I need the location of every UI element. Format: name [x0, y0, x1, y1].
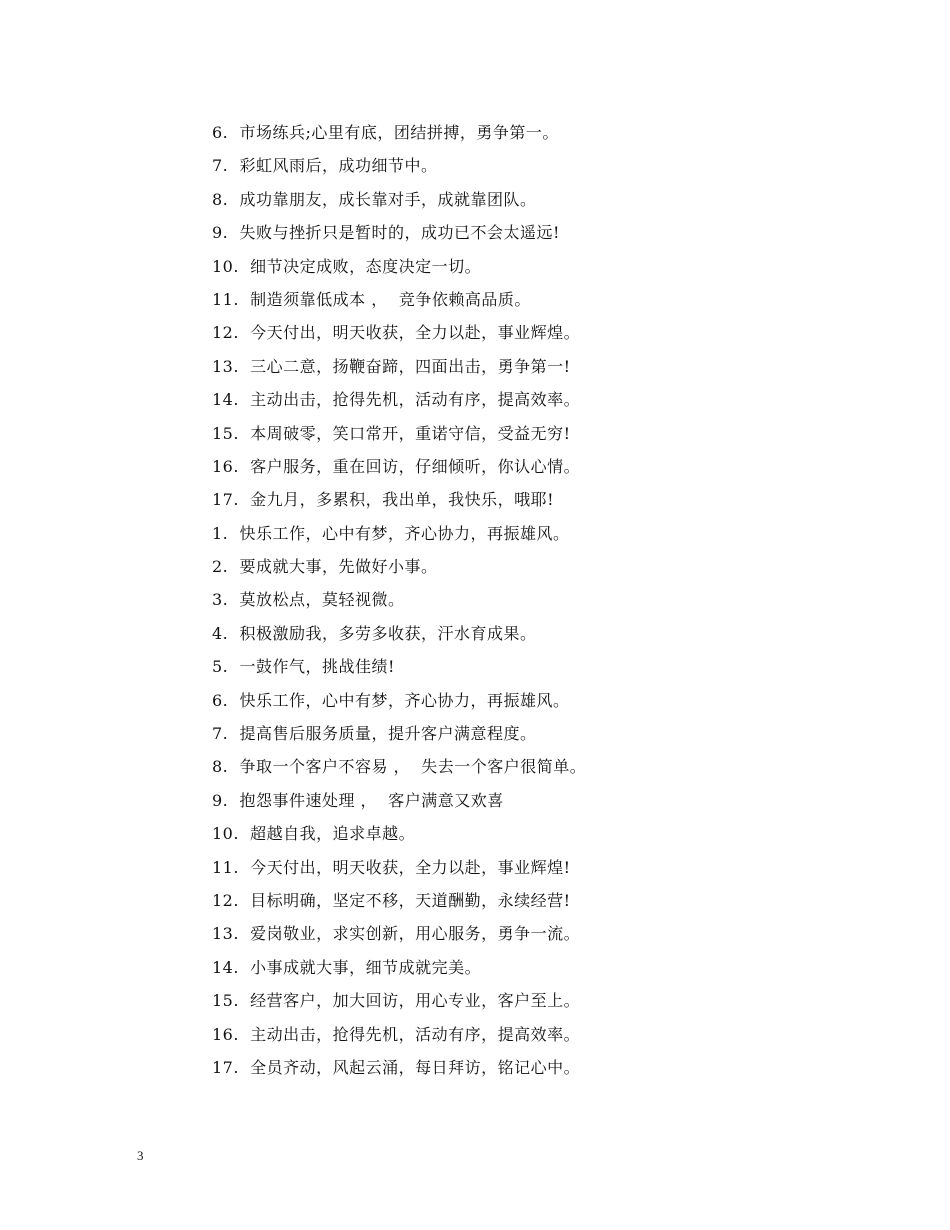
list-item: 7. 提高售后服务质量，提升客户满意程度。 [212, 724, 537, 744]
list-item: 11. 今天付出，明天收获，全力以赴，事业辉煌! [212, 857, 571, 877]
list-item: 13. 三心二意，扬鞭奋蹄，四面出击，勇争第一! [212, 356, 571, 376]
list-item: 6. 快乐工作，心中有梦，齐心协力，再振雄风。 [212, 690, 570, 710]
list-item: 17. 全员齐动，风起云涌，每日拜访，铭记心中。 [212, 1057, 581, 1077]
list-item: 17. 金九月，多累积，我出单，我快乐，哦耶! [212, 490, 555, 510]
list-item: 11. 制造须靠低成本 ， 竞争依赖高品质。 [212, 289, 531, 309]
list-item: 7. 彩虹风雨后，成功细节中。 [212, 156, 438, 176]
list-item: 14. 主动出击，抢得先机，活动有序，提高效率。 [212, 390, 581, 410]
list-item: 16. 客户服务，重在回访，仔细倾听，你认心情。 [212, 456, 581, 476]
list-item: 12. 目标明确，坚定不移，天道酬勤，永续经营! [212, 890, 571, 910]
list-item: 9. 抱怨事件速处理 ， 客户满意又欢喜 [212, 790, 504, 810]
list-item: 10. 细节决定成败，态度决定一切。 [212, 256, 482, 276]
page-number: 3 [137, 1148, 144, 1163]
list-item: 10. 超越自我，追求卓越。 [212, 824, 416, 844]
list-item: 3. 莫放松点，莫轻视微。 [212, 590, 405, 610]
list-item: 15. 本周破零，笑口常开，重诺守信，受益无穷! [212, 423, 571, 443]
list-item: 4. 积极激励我，多劳多收获，汗水育成果。 [212, 623, 537, 643]
list-item: 9. 失败与挫折只是暂时的，成功已不会太遥远! [212, 223, 560, 243]
slogan-list [212, 116, 586, 1084]
list-item: 5. 一鼓作气，挑战佳绩! [212, 657, 395, 677]
list-item: 6. 市场练兵;心里有底，团结拼搏，勇争第一。 [212, 123, 559, 142]
list-item: 13. 爱岗敬业，求实创新，用心服务，勇争一流。 [212, 924, 581, 944]
list-item: 15. 经营客户，加大回访，用心专业，客户至上。 [212, 991, 581, 1011]
list-item: 16. 主动出击，抢得先机，活动有序，提高效率。 [212, 1024, 581, 1044]
list-item: 8. 成功靠朋友，成长靠对手，成就靠团队。 [212, 189, 537, 209]
list-item: 14. 小事成就大事，细节成就完美。 [212, 957, 482, 977]
list-item: 2. 要成就大事，先做好小事。 [212, 557, 438, 577]
list-item: 1. 快乐工作，心中有梦，齐心协力，再振雄风。 [212, 523, 570, 543]
list-item: 8. 争取一个客户不容易 ， 失去一个客户很简单。 [212, 757, 587, 777]
list-item: 12. 今天付出，明天收获，全力以赴，事业辉煌。 [212, 323, 581, 343]
